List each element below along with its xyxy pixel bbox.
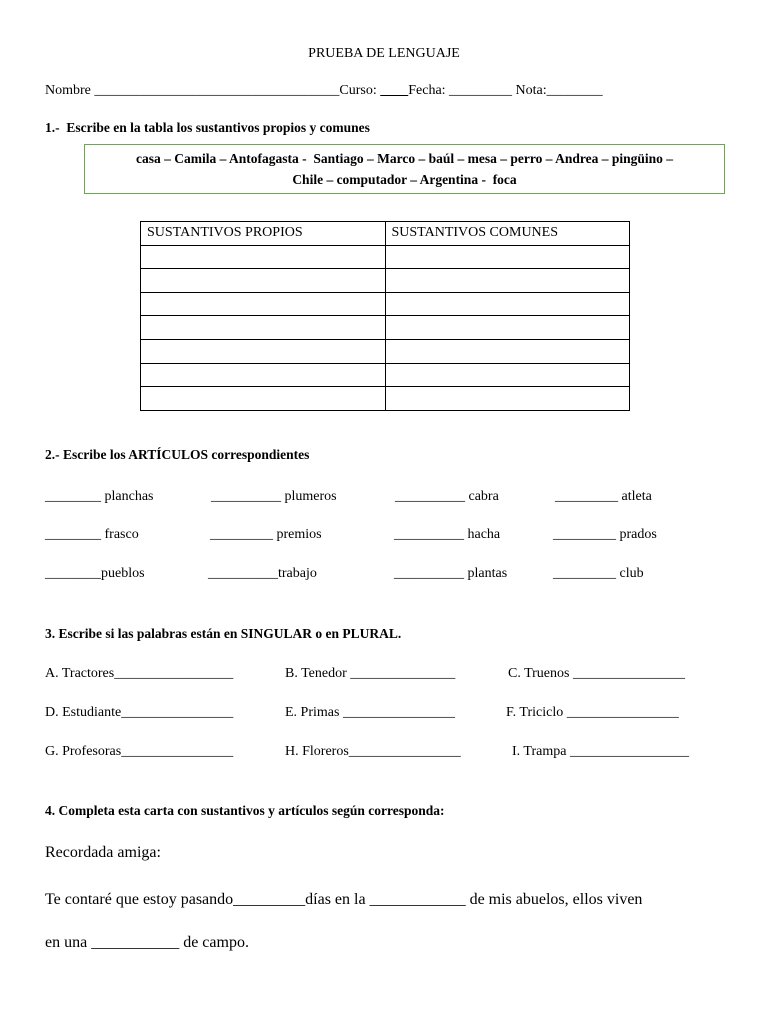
section4-heading: 4. Completa esta carta con sustantivos y artículos según corresponda: — [45, 803, 445, 818]
table-cell[interactable] — [385, 339, 630, 363]
article-item[interactable]: ________ frasco — [45, 527, 139, 542]
table-cell[interactable] — [385, 363, 630, 387]
letter-line-2[interactable]: en una ___________ de campo. — [45, 934, 249, 951]
number-item[interactable]: C. Truenos ________________ — [508, 666, 685, 681]
col-header-comunes: SUSTANTIVOS COMUNES — [385, 222, 630, 246]
article-item[interactable]: ________pueblos — [45, 566, 145, 581]
number-item[interactable]: I. Trampa _________________ — [512, 744, 689, 759]
table-cell[interactable] — [141, 363, 386, 387]
article-item[interactable]: _________ prados — [553, 527, 657, 542]
article-item[interactable]: __________ plumeros — [211, 489, 337, 504]
student-header — [45, 83, 603, 99]
table-cell[interactable] — [385, 316, 630, 340]
word-bank-box — [84, 144, 725, 194]
article-item[interactable]: _________ premios — [210, 527, 322, 542]
page-title: PRUEBA DE LENGUAJE — [308, 46, 460, 61]
table-cell[interactable] — [141, 387, 386, 411]
table-cell[interactable] — [141, 339, 386, 363]
table-cell[interactable] — [385, 387, 630, 411]
nombre-field[interactable]: Nombre ___________________________________ — [45, 83, 340, 98]
number-item[interactable]: F. Triciclo ________________ — [506, 705, 679, 720]
number-item[interactable]: E. Primas ________________ — [285, 705, 455, 720]
col-header-propios: SUSTANTIVOS PROPIOS — [141, 222, 386, 246]
number-item[interactable]: B. Tenedor _______________ — [285, 666, 456, 681]
article-item[interactable]: ________ planchas — [45, 489, 154, 504]
word-bank-line-2: Chile – computador – Argentina - foca — [292, 172, 517, 187]
section2-heading: 2.- Escribe los ARTÍCULOS correspondientes — [45, 447, 310, 462]
section1-heading: 1.- Escribe en la tabla los sustantivos propios y comunes — [45, 120, 370, 135]
number-item[interactable]: G. Profesoras________________ — [45, 744, 234, 759]
table-cell[interactable] — [141, 269, 386, 293]
table-cell[interactable] — [385, 269, 630, 293]
table-cell[interactable] — [385, 245, 630, 269]
number-item[interactable]: H. Floreros________________ — [285, 744, 461, 759]
nouns-table — [140, 221, 630, 411]
curso-field[interactable] — [380, 83, 408, 98]
article-item[interactable]: __________ cabra — [395, 489, 499, 504]
word-bank-line-1: casa – Camila – Antofagasta - Santiago – Marco – baúl – mesa – perro – Andrea – pingüino – — [135, 151, 674, 166]
curso-label: Curso: — [339, 83, 381, 98]
number-item[interactable]: A. Tractores_________________ — [45, 666, 234, 681]
article-item[interactable]: __________ hacha — [394, 527, 501, 542]
table-cell[interactable] — [141, 316, 386, 340]
table-cell[interactable] — [141, 292, 386, 316]
table-cell[interactable] — [141, 245, 386, 269]
letter-line-1[interactable]: Te contaré que estoy pasando_________días en la ____________ de mis abuelos, ellos viven — [45, 891, 643, 908]
article-item[interactable]: __________ plantas — [394, 566, 508, 581]
section3-heading: 3. Escribe si las palabras están en SINGULAR o en PLURAL. — [45, 626, 402, 641]
letter-greeting: Recordada amiga: — [45, 844, 161, 861]
article-item[interactable]: _________ atleta — [555, 489, 652, 504]
number-item[interactable]: D. Estudiante________________ — [45, 705, 234, 720]
article-item[interactable]: _________ club — [553, 566, 644, 581]
article-item[interactable]: __________trabajo — [208, 566, 317, 581]
fecha-nota-field[interactable]: Fecha: _________ Nota:________ — [408, 83, 603, 98]
table-cell[interactable] — [385, 292, 630, 316]
